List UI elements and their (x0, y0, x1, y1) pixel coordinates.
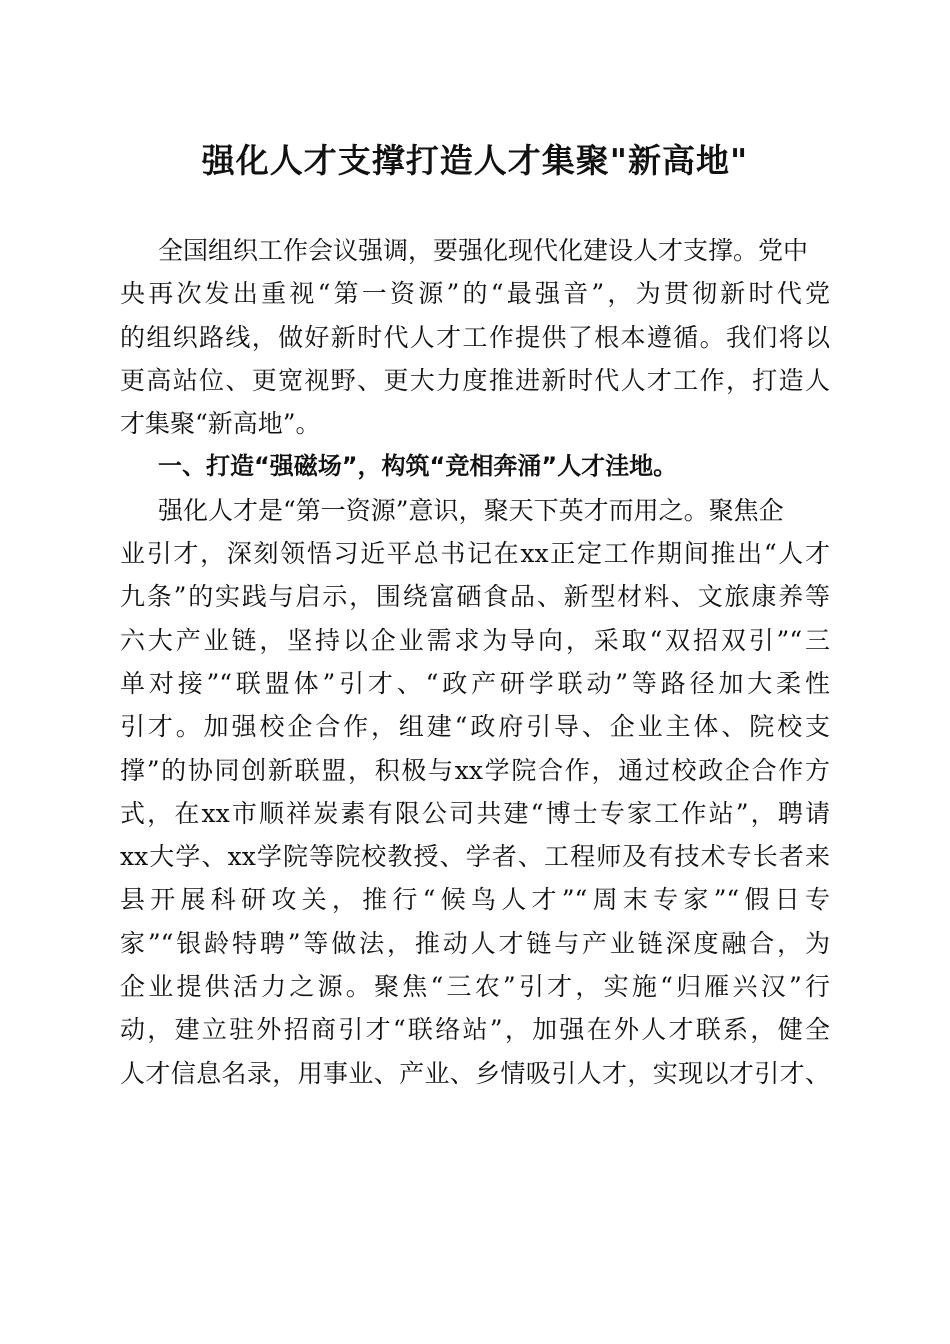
section-line: 撑”的协同创新联盟，积极与xx学院合作，通过校政企合作方 (120, 755, 830, 785)
intro-line: 的组织路线，做好新时代人才工作提供了根本遵循。我们将以 (120, 322, 830, 352)
section-line: 单对接”“联盟体”引才、“政产研学联动”等路径加大柔性 (120, 668, 830, 698)
section-line: xx大学、xx学院等院校教授、学者、工程师及有技术专长者来 (120, 842, 830, 872)
document-body (120, 229, 830, 1095)
section-line: 企业提供活力之源。聚焦“三农”引才，实施“归雁兴汉”行 (120, 972, 830, 1002)
section-line: 家”“银龄特聘”等做法，推动人才链与产业链深度融合，为 (120, 928, 830, 958)
intro-line: 才集聚“新高地”。 (120, 409, 321, 439)
section-line: 业引才，深刻领悟习近平总书记在xx正定工作期间推出“人才 (120, 539, 830, 569)
intro-line: 全国组织工作会议强调，要强化现代化建设人才支撑。党中 (158, 236, 809, 265)
intro-line: 更高站位、更宽视野、更大力度推进新时代人才工作，打造人 (120, 365, 830, 395)
section-line: 六大产业链，坚持以企业需求为导向，采取“双招双引”“三 (120, 625, 830, 655)
section-line: 人才信息名录，用事业、产业、乡情吸引人才，实现以才引才、 (120, 1058, 830, 1088)
intro-line: 央再次发出重视“第一资源”的“最强音”，为贯彻新时代党 (120, 279, 830, 309)
section-line: 引才。加强校企合作，组建“政府引导、企业主体、院校支 (120, 712, 830, 742)
section-line: 九条”的实践与启示，围绕富硒食品、新型材料、文旅康养等 (120, 582, 830, 612)
section-line: 动，建立驻外招商引才“联络站”，加强在外人才联系，健全 (120, 1015, 830, 1045)
section-line: 强化人才是“第一资源”意识，聚天下英才而用之。聚焦企 (158, 495, 784, 525)
document-title: 强化人才支撑打造人才集聚"新高地" (201, 141, 749, 180)
section-line: 县开展科研攻关，推行“候鸟人才”“周末专家”“假日专 (120, 885, 830, 915)
section-line: 式，在xx市顺祥炭素有限公司共建“博士专家工作站”，聘请 (120, 798, 830, 828)
section-heading: 一、打造“强磁场”，构筑“竞相奔涌”人才洼地。 (158, 452, 678, 481)
